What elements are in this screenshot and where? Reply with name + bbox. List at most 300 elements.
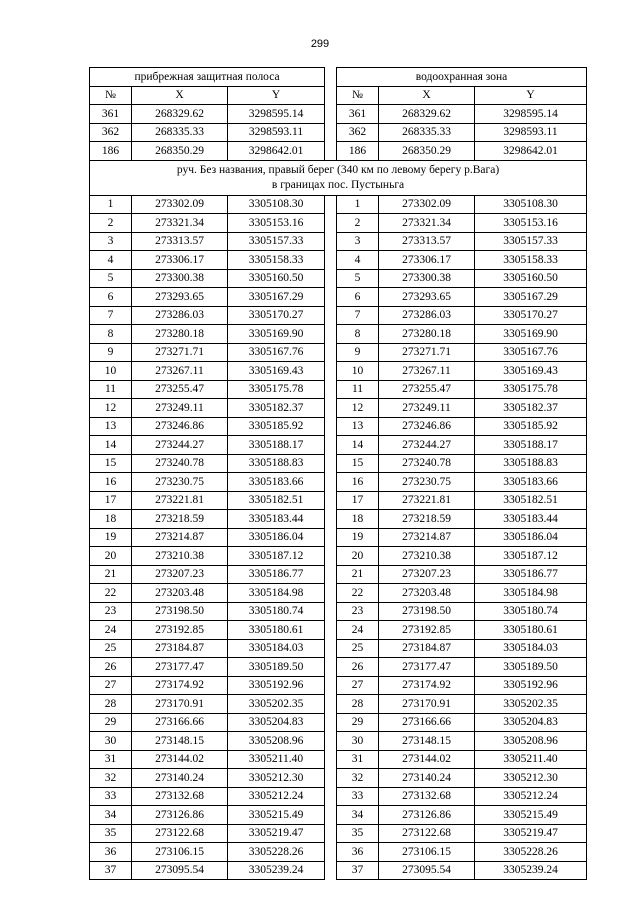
- right-col-no-header: №: [337, 86, 379, 105]
- column-gap: [325, 195, 337, 214]
- right-point-number: 2: [337, 214, 379, 233]
- column-gap: [325, 824, 337, 843]
- table-row: [90, 288, 587, 307]
- left-point-number: 8: [90, 325, 132, 344]
- table-row: [90, 306, 587, 325]
- left-point-number: 29: [90, 713, 132, 732]
- right-x-value: 273132.68: [379, 787, 475, 806]
- left-point-number: 7: [90, 306, 132, 325]
- right-x-value: 273170.91: [379, 695, 475, 714]
- right-point-number: 15: [337, 454, 379, 473]
- left-point-number: 6: [90, 288, 132, 307]
- right-x-value: 273095.54: [379, 861, 475, 880]
- left-x-value: 273244.27: [132, 436, 228, 455]
- right-point-number: 7: [337, 306, 379, 325]
- right-point-number: 19: [337, 528, 379, 547]
- column-gap: [325, 251, 337, 270]
- left-y-value: 3305158.33: [228, 251, 325, 270]
- right-x-value: 273246.86: [379, 417, 475, 436]
- column-gap: [325, 232, 337, 251]
- left-group-title: прибрежная защитная полоса: [90, 68, 325, 87]
- right-point-number: 3: [337, 232, 379, 251]
- table-row: [90, 621, 587, 640]
- right-point-number: 17: [337, 491, 379, 510]
- column-gap: [325, 750, 337, 769]
- section-title: [90, 160, 587, 195]
- left-point-number: 14: [90, 436, 132, 455]
- right-point-number: 26: [337, 658, 379, 677]
- table-row: [90, 769, 587, 788]
- left-point-number: 30: [90, 732, 132, 751]
- table-row: [90, 105, 587, 124]
- left-point-number: 24: [90, 621, 132, 640]
- right-point-number: 1: [337, 195, 379, 214]
- right-point-number: 186: [337, 142, 379, 161]
- left-point-number: 35: [90, 824, 132, 843]
- coordinates-table: [89, 67, 587, 880]
- right-point-number: 27: [337, 676, 379, 695]
- right-point-number: 8: [337, 325, 379, 344]
- left-y-value: 3305212.24: [228, 787, 325, 806]
- table-row: [90, 399, 587, 418]
- right-x-value: 273221.81: [379, 491, 475, 510]
- left-x-value: 273106.15: [132, 843, 228, 862]
- left-y-value: 3305187.12: [228, 547, 325, 566]
- left-x-value: 273300.38: [132, 269, 228, 288]
- column-gap: [325, 142, 337, 161]
- left-y-value: 3305180.61: [228, 621, 325, 640]
- right-x-value: 273302.09: [379, 195, 475, 214]
- right-y-value: 3305208.96: [475, 732, 587, 751]
- right-point-number: 9: [337, 343, 379, 362]
- table-row: [90, 639, 587, 658]
- table-row: [90, 123, 587, 142]
- left-x-value: 273144.02: [132, 750, 228, 769]
- left-x-value: 273207.23: [132, 565, 228, 584]
- section-title-line2: в границах пос. Пустыньга: [271, 178, 405, 191]
- left-x-value: 273174.92: [132, 676, 228, 695]
- right-point-number: 10: [337, 362, 379, 381]
- column-gap: [325, 325, 337, 344]
- left-point-number: 1: [90, 195, 132, 214]
- column-gap: [325, 621, 337, 640]
- right-y-value: 3305187.12: [475, 547, 587, 566]
- table-row: [90, 269, 587, 288]
- right-y-value: 3305183.66: [475, 473, 587, 492]
- left-x-value: 273293.65: [132, 288, 228, 307]
- column-gap: [325, 713, 337, 732]
- left-x-value: 268350.29: [132, 142, 228, 161]
- right-y-value: 3298593.11: [475, 123, 587, 142]
- right-y-value: 3305167.29: [475, 288, 587, 307]
- right-y-value: 3305180.61: [475, 621, 587, 640]
- left-point-number: 15: [90, 454, 132, 473]
- left-y-value: 3305202.35: [228, 695, 325, 714]
- left-point-number: 361: [90, 105, 132, 124]
- right-point-number: 21: [337, 565, 379, 584]
- column-gap: [325, 123, 337, 142]
- column-gap: [325, 787, 337, 806]
- left-y-value: 3305160.50: [228, 269, 325, 288]
- table-row: [90, 824, 587, 843]
- left-point-number: 186: [90, 142, 132, 161]
- column-gap: [325, 547, 337, 566]
- right-point-number: 22: [337, 584, 379, 603]
- left-y-value: 3305180.74: [228, 602, 325, 621]
- right-x-value: 273166.66: [379, 713, 475, 732]
- left-x-value: 273221.81: [132, 491, 228, 510]
- left-point-number: 25: [90, 639, 132, 658]
- right-point-number: 28: [337, 695, 379, 714]
- left-x-value: 273230.75: [132, 473, 228, 492]
- column-gap: [325, 565, 337, 584]
- left-y-value: 3305167.76: [228, 343, 325, 362]
- right-y-value: 3298595.14: [475, 105, 587, 124]
- left-x-value: 273170.91: [132, 695, 228, 714]
- right-x-value: 273306.17: [379, 251, 475, 270]
- right-y-value: 3305169.90: [475, 325, 587, 344]
- right-point-number: 6: [337, 288, 379, 307]
- left-x-value: 273214.87: [132, 528, 228, 547]
- right-y-value: 3305212.30: [475, 769, 587, 788]
- right-x-value: 273174.92: [379, 676, 475, 695]
- right-x-value: 268335.33: [379, 123, 475, 142]
- left-point-number: 11: [90, 380, 132, 399]
- left-point-number: 21: [90, 565, 132, 584]
- column-gap: [325, 306, 337, 325]
- column-gap: [325, 676, 337, 695]
- right-x-value: 268329.62: [379, 105, 475, 124]
- left-x-value: 273306.17: [132, 251, 228, 270]
- right-y-value: 3305184.03: [475, 639, 587, 658]
- right-y-value: 3305212.24: [475, 787, 587, 806]
- table-row: [90, 142, 587, 161]
- right-x-value: 273198.50: [379, 602, 475, 621]
- header-title-row: [90, 68, 587, 87]
- right-point-number: 29: [337, 713, 379, 732]
- left-x-value: 273321.34: [132, 214, 228, 233]
- column-gap: [325, 214, 337, 233]
- right-point-number: 20: [337, 547, 379, 566]
- right-x-value: 273184.87: [379, 639, 475, 658]
- left-y-value: 3305228.26: [228, 843, 325, 862]
- right-point-number: 11: [337, 380, 379, 399]
- table-row: [90, 732, 587, 751]
- column-gap: [325, 399, 337, 418]
- right-x-value: 273214.87: [379, 528, 475, 547]
- left-x-value: 273246.86: [132, 417, 228, 436]
- column-gap: [325, 602, 337, 621]
- left-y-value: 3305157.33: [228, 232, 325, 251]
- right-point-number: 361: [337, 105, 379, 124]
- left-point-number: 37: [90, 861, 132, 880]
- right-point-number: 30: [337, 732, 379, 751]
- right-point-number: 4: [337, 251, 379, 270]
- left-x-value: 273267.11: [132, 362, 228, 381]
- left-x-value: 273177.47: [132, 658, 228, 677]
- right-point-number: 37: [337, 861, 379, 880]
- left-point-number: 13: [90, 417, 132, 436]
- right-x-value: 273207.23: [379, 565, 475, 584]
- left-y-value: 3305153.16: [228, 214, 325, 233]
- column-gap: [325, 584, 337, 603]
- left-x-value: 273192.85: [132, 621, 228, 640]
- left-x-value: 268335.33: [132, 123, 228, 142]
- left-y-value: 3305170.27: [228, 306, 325, 325]
- right-y-value: 3305160.50: [475, 269, 587, 288]
- right-x-value: 273271.71: [379, 343, 475, 362]
- left-point-number: 19: [90, 528, 132, 547]
- table-row: [90, 528, 587, 547]
- right-y-value: 3305219.47: [475, 824, 587, 843]
- right-y-value: 3305186.77: [475, 565, 587, 584]
- left-col-x-header: X: [132, 86, 228, 105]
- right-y-value: 3298642.01: [475, 142, 587, 161]
- table-row: [90, 491, 587, 510]
- table-row: [90, 343, 587, 362]
- right-x-value: 273144.02: [379, 750, 475, 769]
- column-gap: [325, 491, 337, 510]
- left-point-number: 9: [90, 343, 132, 362]
- left-point-number: 2: [90, 214, 132, 233]
- right-x-value: 273249.11: [379, 399, 475, 418]
- right-y-value: 3305167.76: [475, 343, 587, 362]
- right-x-value: 273240.78: [379, 454, 475, 473]
- left-point-number: 3: [90, 232, 132, 251]
- column-gap: [325, 695, 337, 714]
- left-x-value: 273286.03: [132, 306, 228, 325]
- column-gap: [325, 269, 337, 288]
- right-y-value: 3305157.33: [475, 232, 587, 251]
- table-row: [90, 362, 587, 381]
- right-point-number: 5: [337, 269, 379, 288]
- right-point-number: 24: [337, 621, 379, 640]
- left-y-value: 3305184.03: [228, 639, 325, 658]
- right-x-value: 273286.03: [379, 306, 475, 325]
- left-point-number: 362: [90, 123, 132, 142]
- column-gap: [325, 843, 337, 862]
- left-point-number: 5: [90, 269, 132, 288]
- table-row: [90, 843, 587, 862]
- column-gap: [325, 806, 337, 825]
- left-y-value: 3305192.96: [228, 676, 325, 695]
- right-point-number: 14: [337, 436, 379, 455]
- right-x-value: 273267.11: [379, 362, 475, 381]
- left-point-number: 31: [90, 750, 132, 769]
- right-col-y-header: Y: [475, 86, 587, 105]
- right-y-value: 3305184.98: [475, 584, 587, 603]
- right-y-value: 3305188.17: [475, 436, 587, 455]
- left-point-number: 27: [90, 676, 132, 695]
- left-y-value: 3305212.30: [228, 769, 325, 788]
- right-y-value: 3305183.44: [475, 510, 587, 529]
- right-point-number: 33: [337, 787, 379, 806]
- right-y-value: 3305180.74: [475, 602, 587, 621]
- left-y-value: 3305189.50: [228, 658, 325, 677]
- left-y-value: 3305184.98: [228, 584, 325, 603]
- right-y-value: 3305108.30: [475, 195, 587, 214]
- left-y-value: 3298595.14: [228, 105, 325, 124]
- right-y-value: 3305158.33: [475, 251, 587, 270]
- left-y-value: 3305186.77: [228, 565, 325, 584]
- left-y-value: 3305183.44: [228, 510, 325, 529]
- column-gap: [325, 288, 337, 307]
- right-point-number: 18: [337, 510, 379, 529]
- left-x-value: 273210.38: [132, 547, 228, 566]
- section-title-line1: руч. Без названия, правый берег (340 км по левому берегу р.Вага): [176, 163, 500, 176]
- right-point-number: 34: [337, 806, 379, 825]
- left-col-no-header: №: [90, 86, 132, 105]
- right-x-value: 273203.48: [379, 584, 475, 603]
- right-x-value: 273244.27: [379, 436, 475, 455]
- table-row: [90, 787, 587, 806]
- table-row: [90, 695, 587, 714]
- table-row: [90, 417, 587, 436]
- left-point-number: 26: [90, 658, 132, 677]
- right-y-value: 3305188.83: [475, 454, 587, 473]
- left-y-value: 3305215.49: [228, 806, 325, 825]
- table-row: [90, 195, 587, 214]
- left-y-value: 3305188.83: [228, 454, 325, 473]
- table-row: [90, 565, 587, 584]
- column-gap: [325, 86, 337, 105]
- right-point-number: 32: [337, 769, 379, 788]
- right-point-number: 13: [337, 417, 379, 436]
- column-gap: [325, 68, 337, 87]
- left-y-value: 3305239.24: [228, 861, 325, 880]
- left-y-value: 3305182.51: [228, 491, 325, 510]
- right-point-number: 362: [337, 123, 379, 142]
- left-point-number: 16: [90, 473, 132, 492]
- right-point-number: 16: [337, 473, 379, 492]
- right-y-value: 3305186.04: [475, 528, 587, 547]
- left-y-value: 3305169.90: [228, 325, 325, 344]
- left-point-number: 23: [90, 602, 132, 621]
- column-gap: [325, 769, 337, 788]
- table-row: [90, 436, 587, 455]
- column-gap: [325, 362, 337, 381]
- column-gap: [325, 105, 337, 124]
- left-point-number: 33: [90, 787, 132, 806]
- column-gap: [325, 639, 337, 658]
- left-point-number: 4: [90, 251, 132, 270]
- left-point-number: 18: [90, 510, 132, 529]
- left-x-value: 273240.78: [132, 454, 228, 473]
- column-gap: [325, 343, 337, 362]
- left-point-number: 28: [90, 695, 132, 714]
- left-point-number: 34: [90, 806, 132, 825]
- right-y-value: 3305239.24: [475, 861, 587, 880]
- left-y-value: 3298642.01: [228, 142, 325, 161]
- right-x-value: 273280.18: [379, 325, 475, 344]
- left-x-value: 273184.87: [132, 639, 228, 658]
- right-point-number: 36: [337, 843, 379, 862]
- table-row: [90, 473, 587, 492]
- right-x-value: 273210.38: [379, 547, 475, 566]
- right-col-x-header: X: [379, 86, 475, 105]
- right-x-value: 268350.29: [379, 142, 475, 161]
- left-y-value: 3305169.43: [228, 362, 325, 381]
- right-point-number: 31: [337, 750, 379, 769]
- right-x-value: 273230.75: [379, 473, 475, 492]
- table-body: [90, 68, 587, 880]
- left-y-value: 3305182.37: [228, 399, 325, 418]
- right-y-value: 3305215.49: [475, 806, 587, 825]
- column-gap: [325, 732, 337, 751]
- left-y-value: 3305167.29: [228, 288, 325, 307]
- left-point-number: 10: [90, 362, 132, 381]
- column-gap: [325, 658, 337, 677]
- left-x-value: 268329.62: [132, 105, 228, 124]
- right-x-value: 273192.85: [379, 621, 475, 640]
- right-y-value: 3305204.83: [475, 713, 587, 732]
- right-y-value: 3305170.27: [475, 306, 587, 325]
- column-gap: [325, 436, 337, 455]
- right-y-value: 3305182.37: [475, 399, 587, 418]
- right-y-value: 3305228.26: [475, 843, 587, 862]
- table-row: [90, 713, 587, 732]
- column-gap: [325, 473, 337, 492]
- column-gap: [325, 528, 337, 547]
- left-x-value: 273140.24: [132, 769, 228, 788]
- left-x-value: 273132.68: [132, 787, 228, 806]
- right-x-value: 273106.15: [379, 843, 475, 862]
- right-y-value: 3305185.92: [475, 417, 587, 436]
- column-gap: [325, 380, 337, 399]
- right-y-value: 3305175.78: [475, 380, 587, 399]
- right-x-value: 273177.47: [379, 658, 475, 677]
- right-x-value: 273122.68: [379, 824, 475, 843]
- left-x-value: 273203.48: [132, 584, 228, 603]
- left-x-value: 273198.50: [132, 602, 228, 621]
- table-row: [90, 861, 587, 880]
- left-y-value: 3305186.04: [228, 528, 325, 547]
- left-y-value: 3305204.83: [228, 713, 325, 732]
- right-x-value: 273218.59: [379, 510, 475, 529]
- right-x-value: 273126.86: [379, 806, 475, 825]
- table-row: [90, 676, 587, 695]
- left-x-value: 273255.47: [132, 380, 228, 399]
- right-point-number: 25: [337, 639, 379, 658]
- right-x-value: 273293.65: [379, 288, 475, 307]
- table-row: [90, 214, 587, 233]
- table-row: [90, 658, 587, 677]
- column-gap: [325, 861, 337, 880]
- column-gap: [325, 454, 337, 473]
- left-y-value: 3305208.96: [228, 732, 325, 751]
- right-x-value: 273321.34: [379, 214, 475, 233]
- left-point-number: 20: [90, 547, 132, 566]
- right-point-number: 35: [337, 824, 379, 843]
- table-row: [90, 547, 587, 566]
- right-point-number: 12: [337, 399, 379, 418]
- table-row: [90, 806, 587, 825]
- left-x-value: 273313.57: [132, 232, 228, 251]
- left-point-number: 32: [90, 769, 132, 788]
- table-row: [90, 750, 587, 769]
- left-x-value: 273218.59: [132, 510, 228, 529]
- table-row: [90, 325, 587, 344]
- left-x-value: 273271.71: [132, 343, 228, 362]
- left-x-value: 273166.66: [132, 713, 228, 732]
- table-row: [90, 510, 587, 529]
- left-x-value: 273126.86: [132, 806, 228, 825]
- left-x-value: 273148.15: [132, 732, 228, 751]
- right-y-value: 3305153.16: [475, 214, 587, 233]
- left-point-number: 17: [90, 491, 132, 510]
- right-x-value: 273148.15: [379, 732, 475, 751]
- table-row: [90, 602, 587, 621]
